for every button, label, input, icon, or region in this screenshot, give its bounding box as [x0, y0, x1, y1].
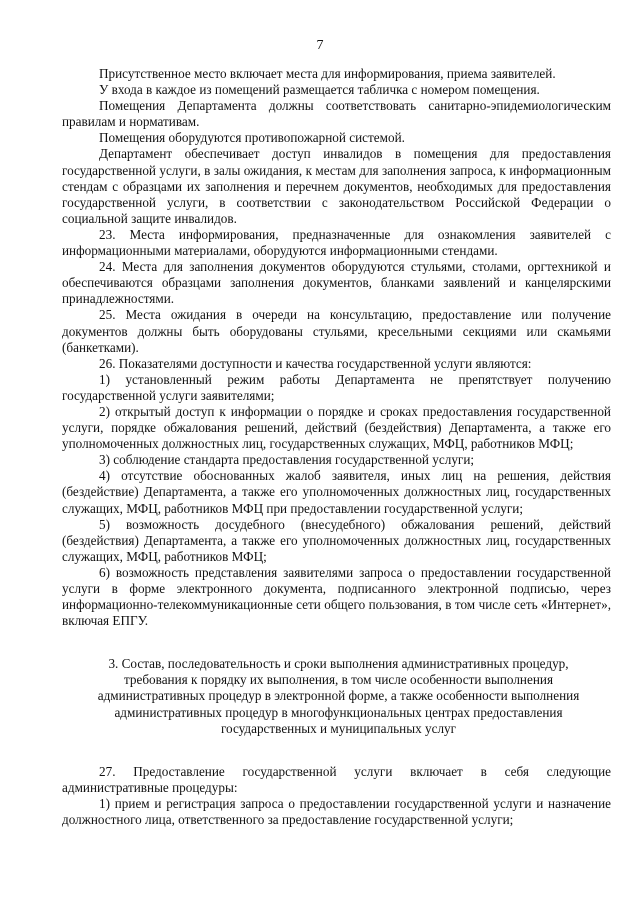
list-item: 1) прием и регистрация запроса о предоставлении государственной услуги и назначение должностного лица, ответственного за предоставление государственной услуги; [62, 795, 611, 828]
paragraphs-top [62, 66, 611, 629]
paragraph: У входа в каждое из помещений размещается табличка с номером помещения. [99, 82, 540, 98]
paragraph: 26. Показателями доступности и качества государственной услуги являются: [99, 355, 532, 371]
section-heading-line: административных процедур в электронной форме, а также особенности выполнения [97, 688, 580, 704]
list-item: 3) соблюдение стандарта предоставления государственной услуги; [99, 452, 475, 468]
paragraph: Помещения Департамента должны соответствовать санитарно-эпидемиологическим правилам и нормативам. [62, 98, 611, 130]
document-body [62, 66, 611, 828]
section-heading-line: 3. Состав, последовательность и сроки выполнения административных процедур, [108, 656, 569, 672]
section-heading-line: требования к порядку их выполнения, в том числе особенности выполнения [123, 672, 554, 688]
paragraph: Помещения оборудуются противопожарной системой. [99, 130, 405, 146]
paragraph: Департамент обеспечивает доступ инвалидов в помещения для предоставления государственной услуги, в залы ожидания, к местам для заполнения запроса, к информационным стендам с образцами их заполнения и перечнем документов, необходимых для предоставления государственной услуги, в соответствии с законодательством Российской Федерации о социальной защите инвалидов. [62, 146, 611, 226]
section-heading [62, 656, 611, 736]
list-item: 6) возможность представления заявителями запроса о предоставлении государственной услуги в форме электронного документа, подписанного электронной подписью, через информационно-телекоммуникационные сети общего пользования, в том числе сеть «Интернет», включая ЕПГУ. [62, 564, 611, 629]
section-heading-line: административных процедур в многофункциональных центрах предоставления [114, 704, 563, 720]
list-item: 4) отсутствие обоснованных жалоб заявителя, иных лиц на решения, действия (бездействие) Департамента, а также его уполномоченных должностных лиц, государственных служащих, МФЦ, работников МФЦ при предоставлении государственной услуги; [62, 468, 611, 516]
list-item: 1) установленный режим работы Департамента не препятствует получению государственной услуги заявителями; [62, 371, 611, 403]
paragraph: Присутственное место включает места для информирования, приема заявителей. [99, 66, 556, 81]
paragraph: 24. Места для заполнения документов оборудуются стульями, столами, оргтехникой и обеспечиваются образцами заполнения документов, бланками заявлений и канцелярскими принадлежностями. [62, 259, 611, 307]
paragraphs-bottom [62, 764, 611, 828]
list-item: 5) возможность досудебного (внесудебного) обжалования решений, действий (бездействия) Департамента, а также его уполномоченных должностных лиц, государственных служащих, МФЦ, работников МФЦ; [62, 516, 611, 564]
list-item: 2) открытый доступ к информации о порядке и сроках предоставления государственной услуги, порядке обжалования решений, действий (бездействия) Департамента, а также его уполномоченных должностных лиц, государственных служащих, МФЦ, работников МФЦ; [62, 403, 611, 452]
page-number: 7 [316, 38, 324, 53]
paragraph: 23. Места информирования, предназначенные для ознакомления заявителей с информационными материалами, оборудуются информационными стендами. [62, 226, 611, 259]
paragraph: 25. Места ожидания в очереди на консультацию, предоставление или получение документов должны быть оборудованы стульями, кресельными секциями или скамьями (банкетками). [62, 307, 611, 355]
section-heading-line: государственных и муниципальных услуг [220, 720, 457, 736]
paragraph: 27. Предоставление государственной услуги включает в себя следующие административные процедуры: [62, 763, 611, 795]
